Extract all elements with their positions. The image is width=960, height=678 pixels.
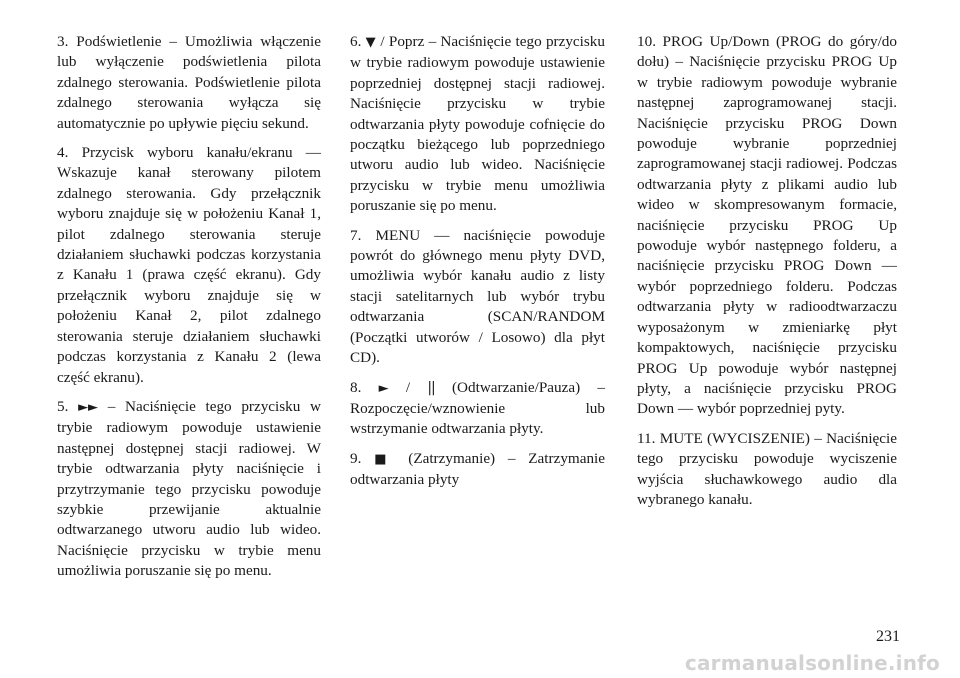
down-triangle-icon: ▼ (365, 35, 377, 50)
page-number: 231 (876, 628, 900, 645)
item-8-text: (Odtwarzanie/Pauza) – Rozpoczęcie/wznowienie lub wstrzymanie odtwarzania płyty. (350, 378, 606, 438)
fast-forward-icon: ►► (78, 399, 99, 415)
middle-column (350, 32, 605, 491)
item-10-prog-up-down: 10. PROG Up/Down (PROG do góry/do dołu) – Naciśnięcie przycisku PROG Up w trybie radiowym powoduje wybranie następnej zaprogramowanej stacji. Naciśnięcie przycisku PROG Down powoduje wybranie poprzedniej zaprogramowanej stacji radiowej. Podczas odtwarzania płyty z plikami audio lub wideo w skompresowanym formacie, naciśnięcie przycisku PROG Up powoduje wybór następnego folderu, a naciśnięcie przycisku PROG Down — wybór poprzedniego folderu. Podczas odtwarzania płyty w radioodtwarzaczu wyposażonym w zmieniarkę płyt kompaktowych, naciśnięcie przycisku PROG Up powoduje wybór następnej płyty, a naciśnięcie przycisku PROG Down — wybór poprzedniej pyty. (637, 33, 897, 418)
item-11-mute: 11. MUTE (WYCISZENIE) – Naciśnięcie tego przycisku powoduje wyciszenie wyjścia słuchawkowego audio dla wybranego kanału. (637, 429, 897, 508)
item-8-separator: / (405, 378, 411, 396)
item-9-stop (350, 449, 605, 491)
item-5-seek-forward (57, 397, 321, 582)
pause-icon: || (427, 379, 435, 396)
item-7-menu: 7. MENU — naciśnięcie powoduje powrót do głównego menu płyty DVD, umożliwia wybór kanału audio z listy stacji satelitarnych lub wybór trybu odtwarzania (SCAN/RANDOM (Początki utworów / Losowo) dla płyt CD). (350, 226, 605, 367)
item-5-text: – Naciśnięcie tego przycisku w trybie radiowym powoduje ustawienie następnej dostępnej stacji radiowej. W trybie odtwarzania płyty naciśnięcie i przytrzymanie tego przycisku powoduje szybkie przewijanie aktualnie odtwarzanego utworu audio lub wideo. Naciśnięcie przycisku w trybie menu umożliwia poruszanie się po menu. (57, 397, 322, 580)
item-5-number: 5. (57, 397, 69, 415)
item-8-number: 8. (350, 378, 362, 396)
right-column (637, 32, 897, 510)
item-6-number: 6. (350, 33, 362, 50)
item-3-backlight: 3. Podświetlenie – Umożliwia włączenie lub wyłączenie podświetlenia pilota zdalnego sterowania. Podświetlenie pilota zdalnego sterowania wyłącza się automatycznie po upływie pięciu sekund. (57, 33, 321, 132)
play-icon: ► (378, 380, 389, 396)
stop-icon: ■ (374, 451, 396, 467)
item-6-previous (350, 32, 605, 217)
item-4-channel-select: 4. Przycisk wyboru kanału/ekranu — Wskazuje kanał sterowany pilotem zdalnego sterowania. Gdy przełącznik wyboru znajduje się w położeniu Kanał 1, pilot zdalnego sterowania steruje działaniem słuchawki podczas korzystania z Kanału 1 (prawa część ekranu). Gdy przełącznik wyboru znajduje się w położeniu Kanał 2, pilot zdalnego sterowania steruje działaniem słuchawki podczas korzystania z Kanału 2 (lewa część ekranu). (57, 144, 321, 386)
item-8-play-pause (350, 378, 605, 440)
item-9-number: 9. (350, 449, 362, 467)
watermark: carmanualsonline.info (684, 651, 940, 675)
item-9-text: (Zatrzymanie) – Zatrzymanie odtwarzania płyty (350, 449, 606, 489)
left-column (57, 32, 321, 582)
item-6-text: / Poprz – Naciśnięcie tego przycisku w trybie radiowym powoduje ustawienie poprzedniej dostępnej stacji radiowej. Naciśnięcie przycisku w trybie odtwarzania płyty powoduje cofnięcie do początku bieżącego lub poprzedniego utworu audio lub wideo. Naciśnięcie przycisku w trybie menu umożliwia poruszanie się po menu. (350, 33, 605, 215)
